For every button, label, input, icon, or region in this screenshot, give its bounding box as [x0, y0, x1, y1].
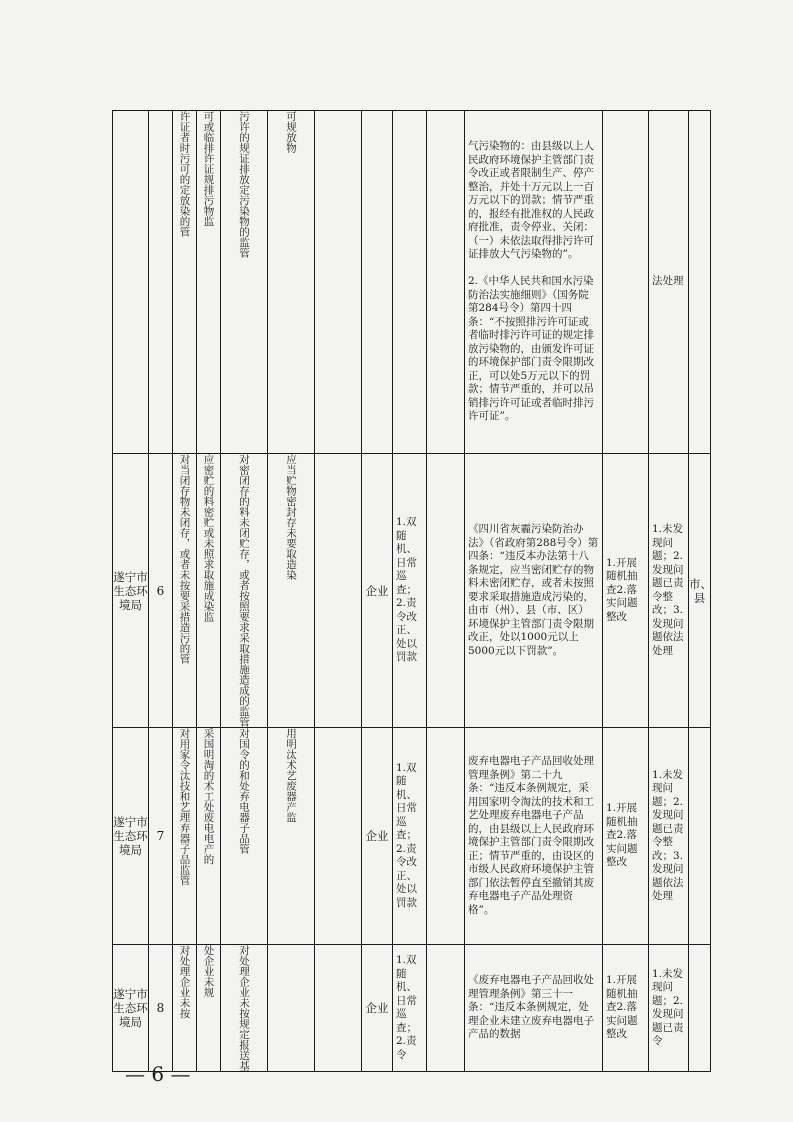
- check-text: 1.开展随机抽查2.落实问题整改: [606, 974, 638, 1041]
- empty-cell: [362, 111, 393, 454]
- item-cell: 许证者时污可的定放染的管: [173, 111, 197, 454]
- level-cell: [689, 945, 711, 1072]
- object-cell: 企业: [362, 945, 393, 1072]
- sub-item-cell: 污许的规证排放定污染物的监管: [221, 111, 268, 454]
- sub-item-cell: 对国令的和处弃电器子品管: [221, 728, 268, 945]
- item-cell: 对当闭存物未闭存，或者未按要采措造污的管: [173, 454, 197, 728]
- num-cell: 8: [149, 945, 173, 1072]
- level-cell: [689, 728, 711, 945]
- num-cell: 6: [149, 454, 173, 728]
- method-cell: [427, 111, 465, 454]
- sub-item-cell: 用明汰术艺废器产监: [268, 728, 315, 945]
- table-row: [113, 945, 711, 1072]
- dept-cell: 遂宁市生态环境局: [113, 728, 149, 945]
- object-cell: 企业: [362, 454, 393, 728]
- empty-cell: [315, 454, 362, 728]
- empty-cell: [427, 728, 465, 945]
- result-text: 法处理: [652, 275, 684, 288]
- dept-cell: 遂宁市生态环境局: [113, 454, 149, 728]
- dept-cell: [113, 111, 149, 454]
- basis-text: 废弃电器电子产品回收处理管理条例》第二十九条：“违反本条例规定，采用国家明令淘汰的技术和工艺处理废弃电器电子产品的，由县级以上人民政府环境保护主管部门责令限期改正；情节严重的，由设区的市级人民政府环境保护主管部门依法暂停直至撤销其废弃电器电子产品处理资格”。: [468, 755, 594, 916]
- dept-cell: 遂宁市生态环境局: [113, 945, 149, 1072]
- basis-text: 《废弃电器电子产品回收处理管理条例》第三十一条：“违反本条例规定，处理企业未建立废弃电器电子产品的数据: [468, 974, 594, 1041]
- sub-item-cell: 采国明淘的术工处废电电产的: [197, 728, 221, 945]
- item-cell: 对用家令汰技和艺理弃器子品监管: [173, 728, 197, 945]
- table-row: [113, 454, 711, 728]
- empty-cell: [315, 728, 362, 945]
- empty-cell: [427, 454, 465, 728]
- method-text: 1.双随机、日常巡查；2.责令改正、处以罚款: [396, 761, 417, 909]
- check-text: 1.开展随机抽查2.落实问题整改: [606, 802, 638, 869]
- check-cell: [603, 111, 649, 454]
- num-cell: [149, 111, 173, 454]
- regulation-table: [112, 110, 711, 1072]
- table-row: [113, 728, 711, 945]
- method-text: 1.双随机、日常巡查；2.责令: [396, 954, 417, 1061]
- method-text: 1.双随机、日常巡查；2.责令改正、处以罚款: [396, 516, 417, 664]
- result-text: 1.未发现问题；2.发现问题已责令: [652, 967, 684, 1047]
- item-cell: 对处理企业未按: [173, 945, 197, 1072]
- sub-item-cell: [268, 945, 315, 1072]
- check-text: 1.开展随机抽查2.落实问题整改: [606, 556, 638, 623]
- sub-item-cell: 应当贮物密封存未要取造染: [268, 454, 315, 728]
- sub-item-cell: 应密贮的料密贮或未照求取施成染监: [197, 454, 221, 728]
- table-row: [113, 111, 711, 454]
- empty-cell: [315, 945, 362, 1072]
- sub-item-cell: 可规放物: [268, 111, 315, 454]
- page-number: — 6 —: [125, 1062, 191, 1086]
- num-cell: 7: [149, 728, 173, 945]
- level-cell: 市、县: [689, 454, 711, 728]
- sub-item-cell: 处企业未规: [197, 945, 221, 1072]
- result-text: 1.未发现问题；2.发现问题已责令整改；3.发现问题依法处理: [652, 768, 684, 902]
- object-cell: [393, 111, 427, 454]
- sub-item-cell: 可或临排许证规排污物监: [197, 111, 221, 454]
- object-cell: 企业: [362, 728, 393, 945]
- result-text: 1.未发现问题；2.发现问题已责令整改；3.发现问题依法处理: [652, 523, 684, 657]
- sub-item-cell: 对密闭存的料未闭贮存，或者按照要求采取措施造成的监管: [221, 454, 268, 728]
- level-cell: [689, 111, 711, 454]
- empty-cell: [315, 111, 362, 454]
- basis-text: 气污染物的：由县级以上人民政府环境保护主管部门责令改正或者限制生产、停产整治，并处十万元以上一百万元以下的罚款；情节严重的，报经有批准权的人民政府批准，责令停业、关闭：（一）未依法取得排污许可证排放大气污染物的”。 2.《中华人民共和国水污染防治法实施细则》（国务院第284号令）第四十四条：“不按照排污许可证或者临时排污许可证的规定排放污染物的，由颁发许可证的环境保护部门责令限期改正，可以处5万元以下的罚款；情节严重的，并可以吊销排污许可证或者临时排污许可证”。: [468, 140, 594, 423]
- basis-text: 《四川省灰霾污染防治办法》（省政府第288号令）第四条：“违反本办法第十八条规定，应当密闭贮存的物料未密闭贮存，或者未按照要求采取措施造成污染的，由市（州）、县（市、区）环境保护主管部门责令限期改正，处以1000元以上5000元以下罚款”。: [468, 523, 599, 657]
- empty-cell: [427, 945, 465, 1072]
- sub-item-cell: 对处理企业未按规定报送基: [221, 945, 268, 1072]
